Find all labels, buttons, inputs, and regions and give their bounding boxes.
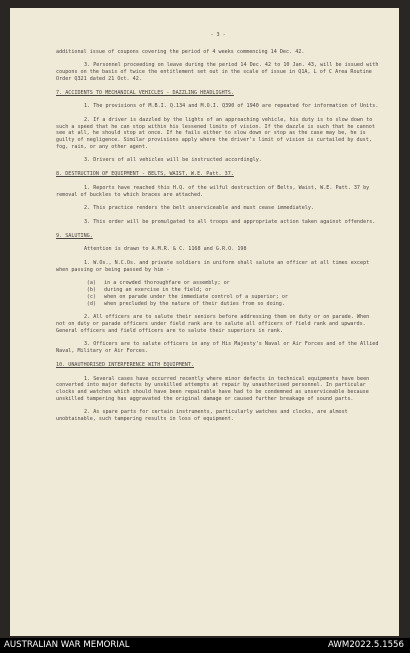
paragraph-10-2: 2. As spare parts for certain instruments, particularly watches and clocks, are almost unobtainable, such tampering results in loss of equipment. xyxy=(56,409,348,423)
paragraph-10-1: 1. Several cases have occurred recently where minor defects in technical equipments have been converted into major defects by unskilled attempts at repair by unauthorised personnel. In particular clocks and watches which should have been repairable have had to be condemned as unserviceable because unskilled tampering has aggravated the original damage or caused further breakage of sound parts. xyxy=(56,375,370,402)
document-body xyxy=(56,32,380,423)
institution-name: AUSTRALIAN WAR MEMORIAL xyxy=(4,640,130,650)
paragraph-continued: additional issue of coupons covering the period of 4 weeks commencing 14 Dec. 42. xyxy=(56,48,305,55)
list-item-text: when on parade under the immediate control of a superior; or xyxy=(104,293,289,300)
archive-footer xyxy=(0,638,410,653)
section-heading-7: 7. ACCIDENTS TO MECHANICAL VEHICLES - DAZZLING HEADLIGHTS. xyxy=(56,89,234,96)
document-page xyxy=(10,8,399,636)
paragraph-7-2: 2. If a driver is dazzled by the lights of an approaching vehicle, his duty is to slow down to such a speed that he can stop within his lessened limits of vision. If the dazzle is such that he cannot see at all, he should stop at once. If he fails either to slow down or stop as the case may be, he is guilty of negligence. Similar provisions apply where the driver's limit of vision is curtailed by dust, fog, rain, or any other agent. xyxy=(56,116,375,150)
list-item-key: (b) xyxy=(86,287,96,294)
list-item-text: in a crowded thoroughfare or assembly; or xyxy=(104,280,230,287)
paragraph-9-1: 1. W.Os., N.C.Os. and private soldiers in uniform shall salute an officer at all times except when passing or being passed by him - xyxy=(56,260,370,273)
paragraph-leave-coupons: 3. Personnel proceeding on leave during the period 14 Dec. 42 to 10 Jan. 43, will be issued with coupons on the basis of twice the entitlement set out in the scale of issue in Q1A, L of C Area Routine Order Q321 dated 21 Oct. 42. xyxy=(56,62,379,82)
paragraph-8-3: 3. This order will be promulgated to all troops and appropriate action taken against offenders. xyxy=(84,218,376,225)
accession-number: AWM2022.5.1556 xyxy=(328,640,404,650)
list-item xyxy=(56,287,380,294)
list-item-key: (a) xyxy=(86,280,96,287)
list-item xyxy=(56,294,380,301)
paragraph-9-3: 3. Officers are to salute officers in any of His Majesty's Naval or Air Forces and of the Allied Naval, Military or Air Forces. xyxy=(56,341,379,355)
section-heading-8: 8. DESTRUCTION OF EQUIPMENT - BELTS, WAIST, W.E. Patt. 37. xyxy=(56,171,234,178)
list-item-key: (d) xyxy=(86,300,96,307)
paragraph-9-2: 2. All officers are to salute their seniors before addressing them on duty or on parade. When not on duty or parade officers under field rank are to salute all officers of field rank and upwards. General officers and field officers are to salute their superiors in rank. xyxy=(56,314,370,334)
paragraph-7-1: 1. The provisions of M.B.I. Q.134 and M.O.I. Q390 of 1940 are repeated for information of Units. xyxy=(84,103,379,110)
list-item xyxy=(56,301,380,308)
section-heading-10: 10. UNAUTHORISED INTERFERENCE WITH EQUIPMENT. xyxy=(56,361,195,368)
list-item-text: during an exercise in the field; or xyxy=(104,287,212,294)
list-item-key: (c) xyxy=(86,293,96,300)
list-item-text: when precluded by the nature of their duties from so doing. xyxy=(104,300,285,307)
list-item xyxy=(56,280,380,287)
paragraph-8-1: 1. Reports have reached this H.Q. of the wilful destruction of Belts, Waist, W.E. Patt. 37 by removal of buckles to which braces are attached. xyxy=(56,184,370,198)
paragraph-8-2: 2. This practice renders the belt unserviceable and must cease immediately. xyxy=(84,205,315,212)
paragraph-7-3: 3. Drivers of all vehicles will be instructed accordingly. xyxy=(84,157,262,164)
paragraph-9-intro: Attention is drawn to A.M.R. & C. 1168 and G.R.O. 198 xyxy=(84,246,247,253)
section-heading-9: 9. SALUTING. xyxy=(56,232,93,239)
page-number: - 3 - xyxy=(210,32,226,38)
